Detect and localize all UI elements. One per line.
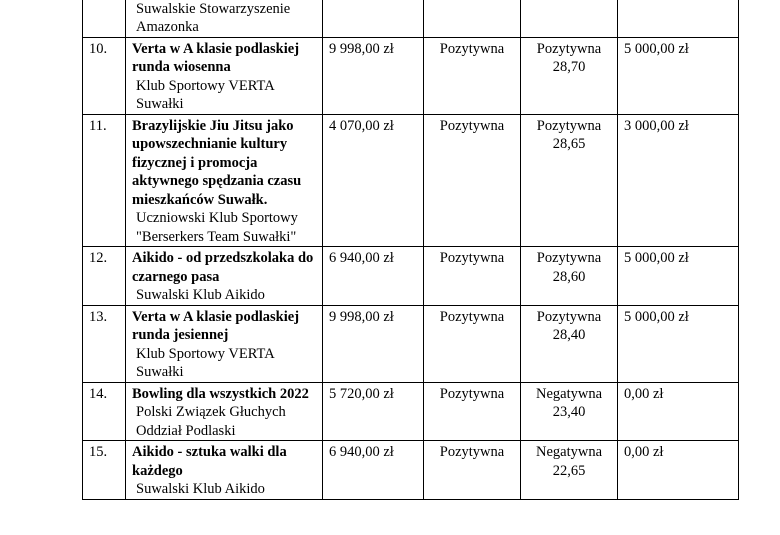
merit-assessment <box>521 37 618 114</box>
merit-assessment <box>521 247 618 306</box>
organization-name: Klub Sportowy VERTA Suwałki <box>136 345 274 380</box>
task-title: Bowling dla wszystkich 2022 <box>132 385 309 402</box>
formal-assessment: Pozytywna <box>424 114 521 247</box>
table-row <box>83 114 739 247</box>
requested-amount: 9 998,00 zł <box>323 305 424 382</box>
requested-amount: 9 998,00 zł <box>323 37 424 114</box>
task-title: Brazylijskie Jiu Jitsu jako upowszechnianie kultury fizycznej i promocja aktywnego spędzania czasu mieszkańców Suwałk. <box>132 117 302 208</box>
merit-label: Pozytywna <box>536 40 602 57</box>
requested-amount: 6 940,00 zł <box>323 247 424 306</box>
merit-score: 23,40 <box>552 404 586 420</box>
requested-amount: 5 720,00 zł <box>323 382 424 441</box>
row-number: 15. <box>83 441 126 500</box>
requested-amount <box>323 0 424 37</box>
requested-amount: 4 070,00 zł <box>323 114 424 247</box>
granted-amount: 0,00 zł <box>618 382 739 441</box>
task-cell <box>126 0 323 37</box>
task-cell <box>126 114 323 247</box>
merit-score: 28,65 <box>552 136 586 152</box>
row-number: 13. <box>83 305 126 382</box>
merit-label: Negatywna <box>535 444 603 460</box>
organization-name: Suwalski Klub Aikido <box>136 481 265 497</box>
organization-name: Uczniowski Klub Sportowy "Berserkers Team Suwałki" <box>136 210 298 245</box>
merit-label: Pozytywna <box>536 308 602 325</box>
task-cell <box>126 441 323 500</box>
task-title: Aikido - od przedszkolaka do czarnego pasa <box>132 250 314 285</box>
granted-amount: 5 000,00 zł <box>618 37 739 114</box>
task-cell <box>126 37 323 114</box>
task-title: Verta w A klasie podlaskiej runda jesiennej <box>132 308 300 343</box>
row-number: 10. <box>83 37 126 114</box>
task-cell <box>126 247 323 306</box>
task-cell <box>126 382 323 441</box>
formal-assessment: Pozytywna <box>424 305 521 382</box>
merit-score: 22,65 <box>552 462 586 479</box>
granted-amount: 5 000,00 zł <box>618 247 739 306</box>
formal-assessment: Pozytywna <box>424 382 521 441</box>
merit-assessment <box>521 0 618 37</box>
merit-assessment <box>521 441 618 500</box>
task-title: Verta w A klasie podlaskiej runda wiosenna <box>132 40 300 75</box>
merit-score: 28,60 <box>552 268 586 285</box>
formal-assessment <box>424 0 521 37</box>
granted-amount: 3 000,00 zł <box>618 114 739 247</box>
table-row <box>83 382 739 441</box>
merit-label: Pozytywna <box>536 117 602 134</box>
formal-assessment: Pozytywna <box>424 37 521 114</box>
organization-name: Klub Sportowy VERTA Suwałki <box>136 77 274 112</box>
granted-amount: 0,00 zł <box>618 441 739 500</box>
formal-assessment: Pozytywna <box>424 441 521 500</box>
merit-label: Pozytywna <box>536 250 602 266</box>
row-number: 12. <box>83 247 126 306</box>
table-row <box>83 441 739 500</box>
organization-name: Polski Związek Głuchych Oddział Podlaski <box>136 404 286 439</box>
merit-label: Negatywna <box>535 385 603 402</box>
merit-assessment <box>521 114 618 247</box>
grants-results-table <box>82 0 739 500</box>
table-row <box>83 247 739 306</box>
table-row <box>83 0 739 37</box>
requested-amount: 6 940,00 zł <box>323 441 424 500</box>
merit-assessment <box>521 305 618 382</box>
granted-amount: 5 000,00 zł <box>618 305 739 382</box>
table-row <box>83 37 739 114</box>
table-row <box>83 305 739 382</box>
row-number: 11. <box>83 114 126 247</box>
row-number <box>83 0 126 37</box>
merit-assessment <box>521 382 618 441</box>
row-number: 14. <box>83 382 126 441</box>
merit-score: 28,40 <box>552 327 586 343</box>
granted-amount <box>618 0 739 37</box>
organization-name: Suwalski Klub Aikido <box>136 287 265 303</box>
organization-name: Suwalskie Stowarzyszenie Amazonka <box>136 0 291 35</box>
task-title: Aikido - sztuka walki dla każdego <box>132 444 287 479</box>
formal-assessment: Pozytywna <box>424 247 521 306</box>
merit-score: 28,70 <box>552 59 586 75</box>
task-cell <box>126 305 323 382</box>
